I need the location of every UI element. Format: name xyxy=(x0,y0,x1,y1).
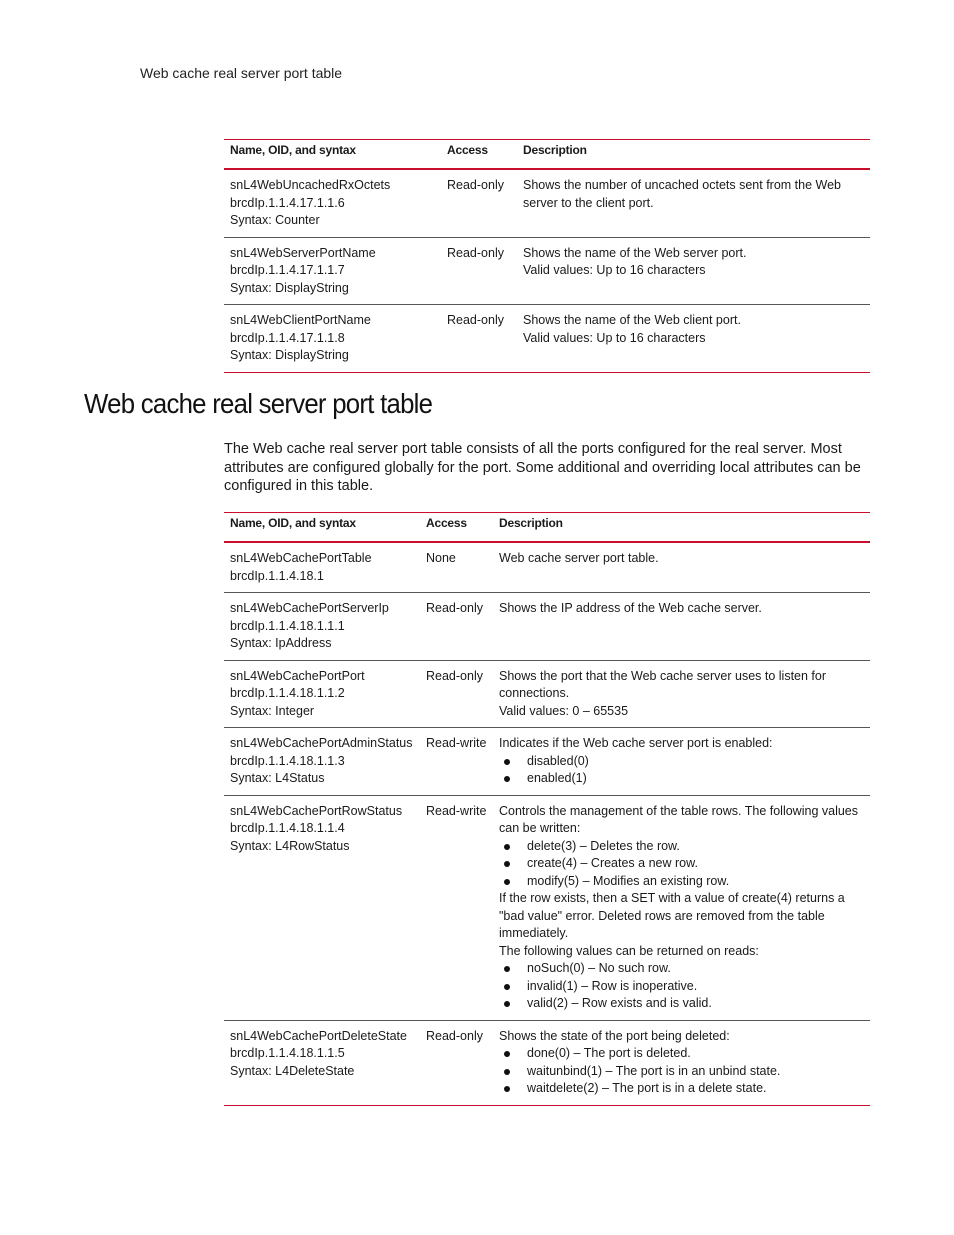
object-oid: brcdIp.1.1.4.17.1.1.6 xyxy=(230,195,345,210)
description-cell xyxy=(493,660,870,728)
list-item: invalid(1) – Row is inoperative. xyxy=(499,978,864,996)
read-values-list xyxy=(499,960,864,1013)
object-syntax: Syntax: L4Status xyxy=(230,771,325,785)
object-name: snL4WebCachePortAdminStatus xyxy=(230,736,413,750)
description-text: Shows the state of the port being deleted: xyxy=(499,1028,730,1043)
object-name: snL4WebCachePortPort xyxy=(230,668,365,683)
object-syntax: Syntax: L4RowStatus xyxy=(230,838,350,853)
list-item: noSuch(0) – No such row. xyxy=(499,960,864,978)
object-syntax: Syntax: L4DeleteState xyxy=(230,1063,355,1078)
list-item: modify(5) – Modifies an existing row. xyxy=(499,873,864,891)
list-item: waitunbind(1) – The port is in an unbind state. xyxy=(499,1063,864,1081)
object-name: snL4WebServerPortName xyxy=(230,245,376,260)
object-name: snL4WebCachePortTable xyxy=(230,551,372,565)
list-item: disabled(0) xyxy=(499,753,864,771)
list-item: delete(3) – Deletes the row. xyxy=(499,838,864,856)
description-cell xyxy=(517,305,870,373)
access-cell: Read-write xyxy=(420,795,493,1020)
object-oid: brcdIp.1.1.4.18.1.1.5 xyxy=(230,1046,345,1060)
list-item: valid(2) – Row exists and is valid. xyxy=(499,995,864,1013)
description-cell xyxy=(493,795,870,1020)
table-row xyxy=(224,237,870,305)
object-oid: brcdIp.1.1.4.18.1.1.3 xyxy=(230,753,345,768)
list-item: done(0) – The port is deleted. xyxy=(499,1045,864,1063)
object-name: snL4WebCachePortServerIp xyxy=(230,601,389,615)
description-text: Indicates if the Web cache server port is enabled: xyxy=(499,736,773,750)
object-syntax: Syntax: IpAddress xyxy=(230,636,332,650)
list-item: create(4) – Creates a new row. xyxy=(499,855,864,873)
running-header: Web cache real server port table xyxy=(140,65,343,81)
section-intro: The Web cache real server port table consists of all the ports configured for the real server. Most attributes are configured globally for the port. Some additional and overriding local attributes can be configured in this table. xyxy=(224,441,861,494)
description-cell xyxy=(493,1020,870,1105)
object-cell xyxy=(224,660,420,728)
column-header-description: Description xyxy=(499,516,563,531)
table-row xyxy=(224,795,870,1020)
object-name: snL4WebClientPortName xyxy=(230,313,371,327)
access-cell: Read-only xyxy=(420,593,493,661)
object-oid: brcdIp.1.1.4.17.1.1.7 xyxy=(230,263,345,277)
section-title: Web cache real server port table xyxy=(84,388,433,419)
table-row xyxy=(224,660,870,728)
access-cell: Read-only xyxy=(441,169,517,237)
list-item: enabled(1) xyxy=(499,770,864,788)
description-text: Shows the port that the Web cache server uses to listen for connections. xyxy=(499,668,827,700)
object-cell xyxy=(224,728,420,796)
table-row xyxy=(224,305,870,373)
object-syntax: Syntax: DisplayString xyxy=(230,280,349,295)
table-row xyxy=(224,169,870,237)
valid-values-text: Valid values: Up to 16 characters xyxy=(523,330,706,345)
object-cell xyxy=(224,305,441,373)
column-header-access: Access xyxy=(447,143,488,158)
table-row xyxy=(224,728,870,796)
object-name: snL4WebCachePortRowStatus xyxy=(230,803,403,818)
description-cell xyxy=(493,593,870,661)
access-cell: Read-only xyxy=(420,1020,493,1105)
description-cell xyxy=(493,728,870,796)
object-cell xyxy=(224,795,420,1020)
column-header-name: Name, OID, and syntax xyxy=(230,143,356,158)
description-text: The following values can be returned on reads: xyxy=(499,943,759,958)
description-text: Shows the name of the Web client port. xyxy=(523,313,741,327)
access-cell: None xyxy=(420,542,493,593)
description-text: Shows the number of uncached octets sent from the Web server to the client port. xyxy=(523,178,841,210)
write-values-list xyxy=(499,838,864,891)
description-text: Shows the name of the Web server port. xyxy=(523,245,747,260)
column-header-name: Name, OID, and syntax xyxy=(230,516,356,531)
valid-values-text: Valid values: Up to 16 characters xyxy=(523,263,706,277)
object-oid: brcdIp.1.1.4.17.1.1.8 xyxy=(230,330,345,345)
object-cell xyxy=(224,593,420,661)
object-cell xyxy=(224,169,441,237)
access-cell: Read-only xyxy=(441,237,517,305)
object-syntax: Syntax: DisplayString xyxy=(230,348,349,362)
valid-values-text: Valid values: 0 – 65535 xyxy=(499,703,629,718)
object-cell xyxy=(224,237,441,305)
mib-table-web-port xyxy=(224,139,870,373)
value-list xyxy=(499,753,864,788)
table-row xyxy=(224,1020,870,1105)
object-oid: brcdIp.1.1.4.18.1.1.4 xyxy=(230,821,345,835)
description-text: Shows the IP address of the Web cache server. xyxy=(499,601,762,615)
description-text: Controls the management of the table rows. The following values can be written: xyxy=(499,803,858,835)
description-note: If the row exists, then a SET with a value of create(4) returns a "bad value" error. Deleted rows are removed from the table immediately. xyxy=(499,891,845,940)
object-oid: brcdIp.1.1.4.18.1.1.1 xyxy=(230,618,345,633)
table-header-row xyxy=(224,140,870,170)
description-cell xyxy=(493,542,870,593)
object-syntax: Syntax: Counter xyxy=(230,213,320,227)
table-row xyxy=(224,542,870,593)
mib-table-web-cache-port xyxy=(224,512,870,1106)
value-list xyxy=(499,1045,864,1098)
table-header-row xyxy=(224,513,870,543)
access-cell: Read-only xyxy=(420,660,493,728)
description-cell xyxy=(517,169,870,237)
object-cell xyxy=(224,542,420,593)
description-text: Web cache server port table. xyxy=(499,551,659,565)
column-header-access: Access xyxy=(426,516,467,531)
list-item: waitdelete(2) – The port is in a delete state. xyxy=(499,1080,864,1098)
object-name: snL4WebUncachedRxOctets xyxy=(230,178,391,192)
description-cell xyxy=(517,237,870,305)
object-syntax: Syntax: Integer xyxy=(230,703,315,718)
object-cell xyxy=(224,1020,420,1105)
access-cell: Read-only xyxy=(441,305,517,373)
column-header-description: Description xyxy=(523,143,587,158)
object-name: snL4WebCachePortDeleteState xyxy=(230,1028,407,1043)
access-cell: Read-write xyxy=(420,728,493,796)
table-row xyxy=(224,593,870,661)
object-oid: brcdIp.1.1.4.18.1 xyxy=(230,568,324,583)
object-oid: brcdIp.1.1.4.18.1.1.2 xyxy=(230,686,345,700)
